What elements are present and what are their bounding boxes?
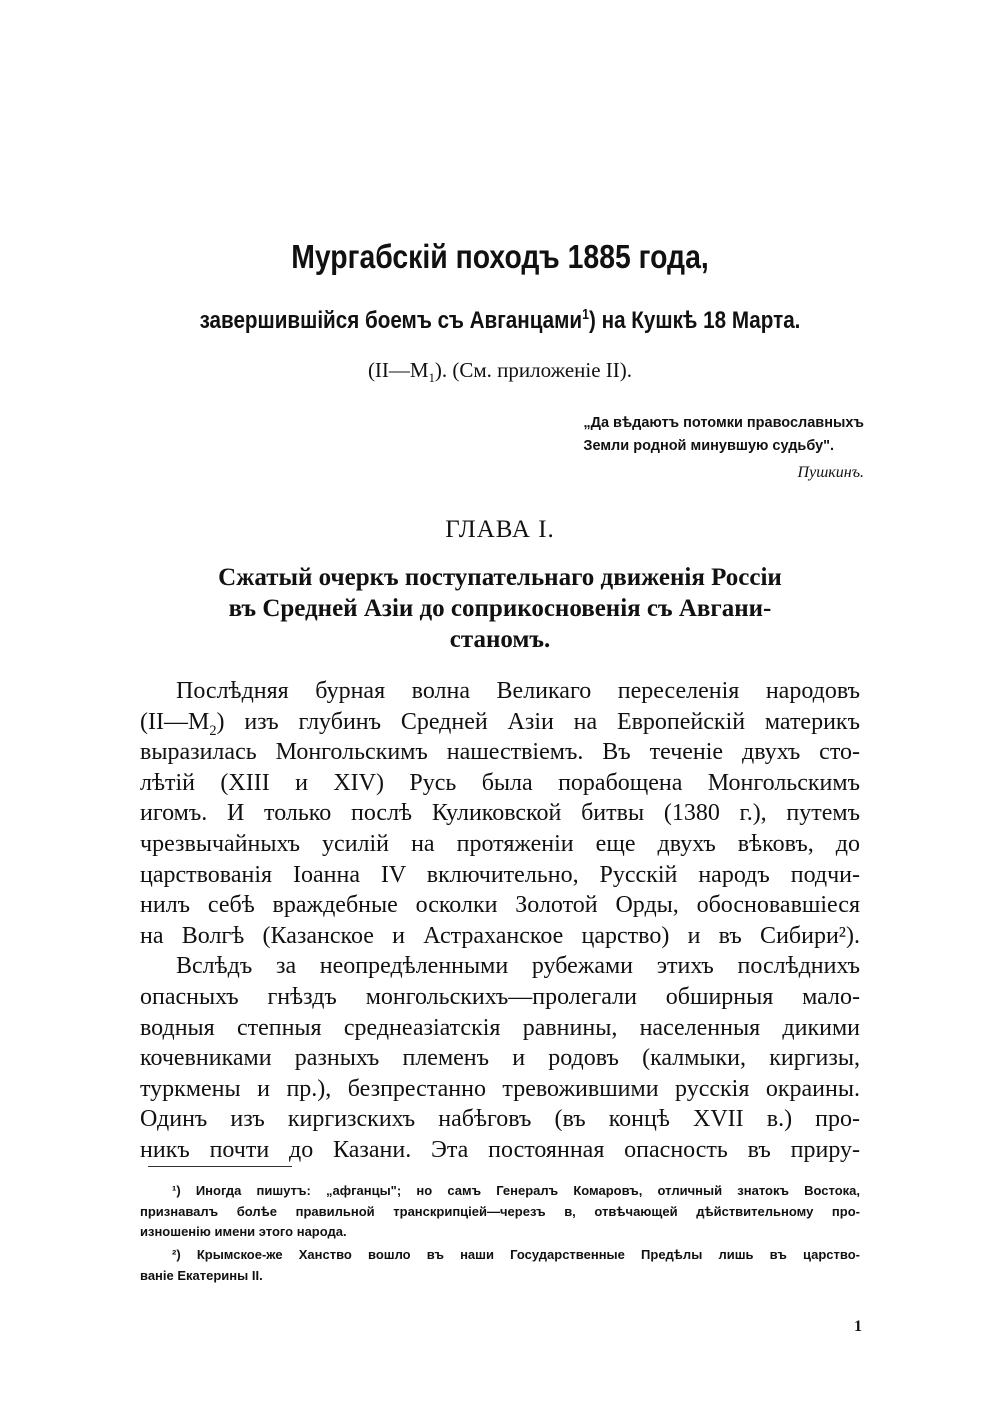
- page-subtitle: [70, 307, 930, 335]
- body-subscript: 2: [209, 722, 217, 739]
- ref-subscript: 1: [428, 371, 435, 386]
- footnote-line: ваніе Екатерины II.: [140, 1267, 263, 1283]
- body-line: Одинъ изъ киргизскихъ набѣговъ (въ концѣ XVII в.) про-: [140, 1106, 860, 1133]
- footnote-marker-1: 1: [582, 307, 590, 323]
- body-line: чрезвычайныхъ усилій на протяженіи еще двухъ вѣковъ, до: [140, 830, 860, 857]
- body-line: лѣтій (XIII и XIV) Русь была порабощена Монгольскимъ: [140, 769, 860, 796]
- ref-text-end: ). (См. приложеніе II).: [434, 358, 633, 382]
- body-line: [140, 707, 860, 738]
- body-line: туркмены и пр.), безпрестанно тревожившими русскія окраины.: [140, 1075, 860, 1102]
- epigraph: [583, 412, 864, 458]
- chapter-title-line: станомъ.: [449, 626, 551, 653]
- body-line: игомъ. И только послѣ Куликовской битвы (1380 г.), путемъ: [140, 800, 860, 827]
- page-title: Мургабскій походъ 1885 года,: [291, 238, 709, 275]
- footnote-line: ²) Крымское-же Ханство вошло въ наши Государственные Предѣлы лишь въ царство-: [172, 1247, 860, 1262]
- chapter-title-line: въ Средней Азіи до соприкосновенія съ Авгани-: [228, 595, 772, 622]
- footnote-2: [140, 1245, 860, 1286]
- footnote-line: изношенію имени этого народа.: [140, 1224, 347, 1239]
- footnote-divider: [148, 1166, 292, 1167]
- epigraph-line: Земли родной минувшую судьбу".: [583, 438, 835, 454]
- ref-text: (II—M: [367, 358, 429, 382]
- body-line: выразилась Монгольскимъ нашествіемъ. Въ теченіе двухъ сто-: [140, 739, 860, 766]
- footnote-line: признавалъ болѣе правильной транскрипціей—черезъ в, отвѣчающей дѣйствительному про-: [140, 1203, 860, 1219]
- body-line: нилъ себѣ враждебные осколки Золотой Орды, обосновавшіеся: [140, 892, 860, 919]
- chapter-title: [140, 562, 860, 655]
- body-line-part: (II—M: [140, 708, 210, 735]
- chapter-title-line: Сжатый очеркъ поступательнаго движенія Россіи: [218, 564, 782, 591]
- footnote-line: ¹) Иногда пишутъ: „афганцы"; но самъ Генералъ Комаровъ, отличный знатокъ Востока,: [172, 1183, 860, 1198]
- subtitle-text: завершившійся боемъ съ Авганцами: [199, 307, 583, 334]
- body-line: никъ почти до Казани. Эта постоянная опасность въ приру-: [140, 1136, 860, 1163]
- appendix-reference: [0, 358, 1000, 386]
- epigraph-author: Пушкинъ.: [797, 464, 864, 481]
- body-line: царствованія Іоанна IV включительно, Русскій народъ подчи-: [140, 861, 860, 888]
- body-line-part: ) изъ глубинъ Средней Азіи на Европейскій материкъ: [216, 708, 860, 735]
- page-number: 1: [854, 1318, 862, 1335]
- subtitle-text-end: ) на Кушкѣ 18 Марта.: [589, 307, 801, 334]
- body-line: на Волгѣ (Казанское и Астраханское царство) и въ Сибири²).: [140, 922, 860, 949]
- body-line: кочевниками разныхъ племенъ и родовъ (калмыки, киргизы,: [140, 1045, 860, 1072]
- body-text: [140, 676, 860, 1166]
- body-line: водныя степныя среднеазіатскія равнины, населенныя дикими: [140, 1014, 860, 1041]
- body-line: Вслѣдъ за неопредѣленными рубежами этихъ послѣднихъ: [176, 953, 860, 980]
- body-line: Послѣдняя бурная волна Великаго переселенія народовъ: [176, 678, 860, 704]
- body-line: опасныхъ гнѣздъ монгольскихъ—пролегали обширныя мало-: [140, 983, 860, 1010]
- chapter-label: ГЛАВА I.: [445, 516, 555, 543]
- footnote-1: [140, 1181, 860, 1243]
- epigraph-line: „Да вѣдаютъ потомки православныхъ: [583, 415, 864, 431]
